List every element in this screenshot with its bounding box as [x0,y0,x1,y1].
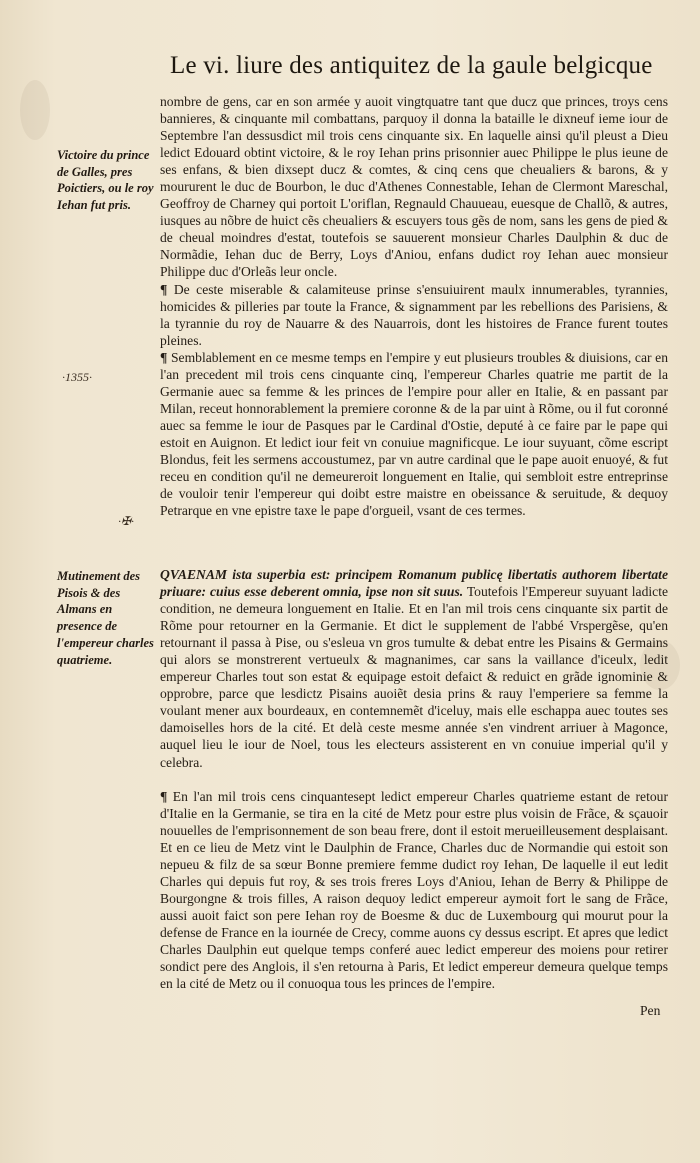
paragraph-empire [160,349,668,519]
main-text-lower [160,566,668,992]
main-text-upper [160,93,668,519]
pilcrow-icon: ¶ [160,349,171,365]
paragraph-empire-text: Semblablement en ce mesme temps en l'empire y eut plusieurs troubles & diuisions, car en l'an precedent mil trois cens cinquante cinq, l'empereur Charles quatrie me partit de la Germanie auec sa femme & les princes de l'empire pour aller en Italie, & en passant par Milan, receut honnorablement la premiere coronne & de la par uint à Rõme, ou il fut coronné auec sa femme le iour de Pasques par le Cardinal d'Ostie, deputé à ce faire par le pape qui estoit en Auignon. Et ledict iour feit vn conuiue magnificque. Le iour suyuant, cõme escript Blondus, feit les sermens accoustumez, par vn autre cardinal que le pape auoit enuoyé, & fut receu en condition qu'il ne demeureroit longuement en Italie, qui sembloit estre entreprinse de vouloir tenir l'empereur qui doibt estre maistre en obeissance & seruitude, & dequoy Petrarque en vne epistre taxe le pape d'orgueil, vsant de ces termes. [160,349,668,519]
paragraph-prinse [160,281,668,349]
paragraph-petrarque [160,566,668,771]
running-title: Le vi. liure des antiquitez de la gaule belgicque [170,52,653,79]
margin-year-mark: ·1355· [62,370,92,384]
paragraph-petrarque-text: Toutefois l'Empereur suyuant ladicte condition, ne demeura longuement en Italie. Et en l'an mil trois cens cinquante six partit de Rõme pour retourner en la Germanie. Et dict le supplement de l'abbé Vrspergẽse, qu'en retournant il passa à Pise, ou s'esleua vn gros tumulte & debat entre les Pisains & Germains qui alors se monstrerent vertueulx & magnanimes, car sans la vaillance d'iceulx, ledit empereur Charles tout son estat & equipage estoit defaict & reduict en grãde ignominie & opprobre, parce que lesdictz Pisains auoiẽt desia prins & rauy l'emperiere sa femme la voulant mener aux bourdeaux, en contemnemẽt d'iceluy, mais elle eschappa auec toutes ses damoiselles hors de la cité. Et delà ceste mesme année s'en vindrent arriuer à Magonce, auquel lieu le iour de Noel, tous les electeurs assisterent en vn conuiue imperial qu'il y celebra. [160,584,669,770]
paragraph-metz [160,788,668,993]
margin-note-mutinement: Mutinement des Pisois & des Almans en presence de l'empereur charles quatrieme. [57,569,154,667]
pilcrow-icon: ¶ [160,788,173,804]
pilcrow-icon: ¶ [160,281,174,297]
catchword: Pen [640,1003,661,1018]
paragraph-metz-text: En l'an mil trois cens cinquantesept ledict empereur Charles quatrieme estant de retour d'Italie en la Germanie, se tira en la cité de Metz pour estre plus voisin de Frãce, & sçauoir nouuelles de l'emprisonnement de son beau frere, dont il estoit merueilleusement desplaisant. Et en ce lieu de Metz vint le Daulphin de France, Charles duc de Normandie qui estoit son nepueu & filz de sa sœur Bonne premiere femme dudict roy Iehan, De laquelle il eut ledit Charles qui depuis fut roy, & ses trois freres Loys d'Aniou, Iehan de Berry & Philippe de Bourgongne & trois filles, A raison dequoy ledict empereur aymoit fort le sang de Frãce, aussi auoit faict son pere Iehan roy de Boesme & duc de Luxembourg qui mourut pour la defense de France en la iournée de Crecy, comme auons cy dessus escript. Et apres que ledict Charles Daulphin eut quelque temps conferé auec ledict empereur des moiens pour retirer sondict pere des Anglois, il s'en retourna à Paris, Et ledict empereur demeura quelque temps en la cité de Metz ou il conuoqua tous les princes de l'empire. [160,788,668,992]
margin-note-victoire: Victoire du prince de Galles, pres Poictiers, ou le roy Iehan fut pris. [57,148,154,213]
paper-stain [20,80,50,140]
paragraph-prinse-text: De ceste miserable & calamiteuse prinse s'ensuiuirent maulx innumerables, tyrannies, homicides & pilleries par toute la France, & signamment par les rebellions des Parisiens, & la tyrannie du roy de Nauarre & des Nauarrois, dont les histoires de France furent toutes pleines. [160,281,668,348]
margin-cross-mark: ·✠· [118,514,135,528]
paragraph-bataille: nombre de gens, car en son armée y auoit vingtquatre tant que ducz que princes, troys cens bannieres, & cinquante mil combattans, parquoy il donna la bataille le dixneuf ieme iour de Septembre l'an dessusdict mil trois cens cinquante six. En laquelle ainsi qu'il pleust a Dieu ledict Edouard obtint victoire, & le roy Iehan prins prisonnier auec Philippe le plus ieune de ses enfans, & bien dixsept ducz & comtes, & cinq cens que cheualiers & barons, & y moururent le duc de Bourbon, le duc d'Athenes Connestable, Iehan de Clermont Mareschal, Geoffroy de Charney qui portoit L'oriflan, Regnauld Chauueau, euesque de Challõ, & autres, iusques au nõbre de huict cẽs cheualiers & escuyers tous gẽs de nom, sans les gens de pied & de cheual moindres d'estat, toutefois se sauuerent monsieur Charles Daulphin & duc de Normãdie, Iehan duc de Berry, Loys d'Aniou, enfans dudict roy Iehan auec monsieur Philippe duc d'Orleãs leur oncle. [160,94,668,280]
latin-quotation: QVAENAM ista superbia est: principem Romanum publicę libertatis authorem libertate priuare: cuius esse deberent omnia, ipse non sit suus. [160,567,668,600]
